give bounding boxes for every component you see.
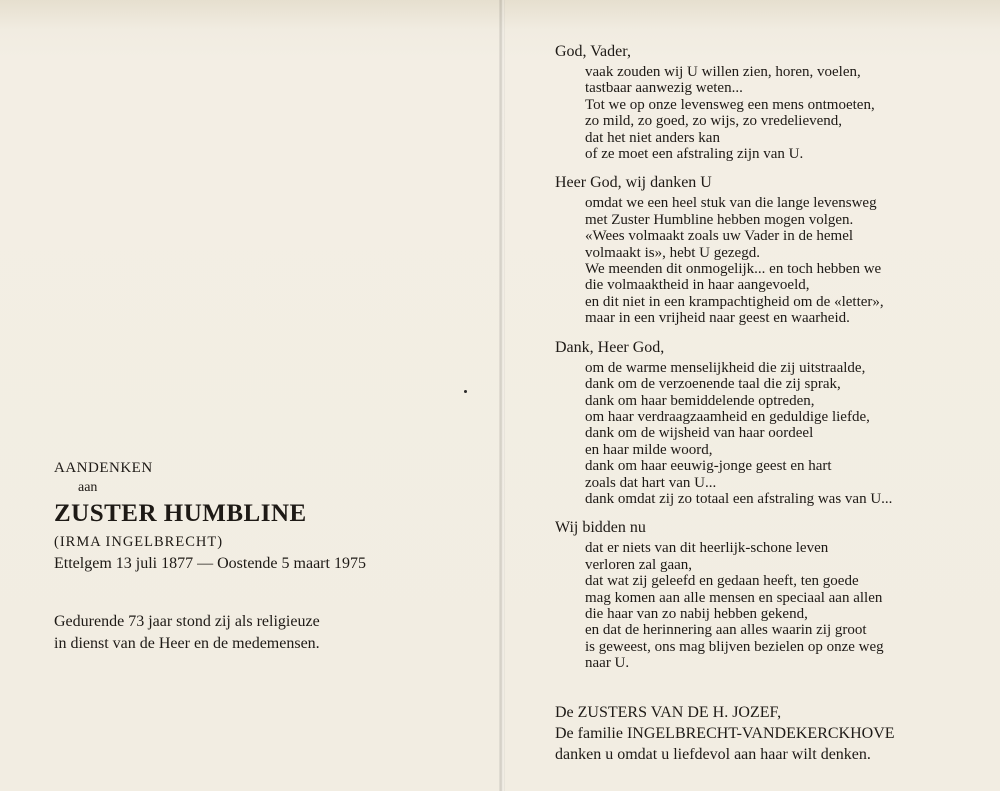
prayer-line: en haar milde woord,	[585, 441, 713, 458]
prayer-lines	[585, 540, 975, 671]
prayer-line: dat wat zij geleefd en gedaan heeft, ten goede	[585, 573, 859, 590]
prayer-line: om haar verdraagzaamheid en geduldige liefde,	[585, 408, 870, 425]
prayer-block-3	[555, 338, 975, 508]
center-fold	[499, 0, 505, 791]
left-panel	[54, 460, 474, 655]
prayer-line: «Wees volmaakt zoals uw Vader in de hemel	[585, 228, 854, 245]
prayer-block-2	[555, 173, 975, 326]
signature-line: De familie INGELBRECHT-VANDEKERCKHOVE	[555, 724, 895, 742]
signature-line: De ZUSTERS VAN DE H. JOZEF,	[555, 703, 782, 721]
memorial-heading: AANDENKEN	[54, 460, 153, 476]
right-panel	[555, 42, 975, 765]
prayer-lines	[585, 64, 975, 162]
prayer-line: vaak zouden wij U willen zien, horen, voelen,	[585, 64, 861, 80]
prayer-line: Tot we op onze levensweg een mens ontmoeten,	[585, 96, 875, 113]
prayer-line: die volmaaktheid in haar aangevoeld,	[585, 277, 810, 294]
prayer-line: dank om haar eeuwig-jonge geest en hart	[585, 458, 832, 475]
prayer-block-4	[555, 518, 975, 671]
prayer-line: zo mild, zo goed, zo wijs, zo vredelievend,	[585, 113, 843, 130]
prayer-line: verloren zal gaan,	[585, 556, 693, 573]
prayer-line: dank om de wijsheid van haar oordeel	[585, 425, 814, 442]
signature-block	[555, 702, 975, 765]
prayer-lines	[585, 360, 975, 508]
prayer-lines	[585, 195, 975, 326]
paragraph-line: in dienst van de Heer en de medemensen.	[54, 635, 320, 652]
birth-name: (IRMA INGELBRECHT)	[54, 534, 224, 550]
prayer-line: om de warme menselijkheid die zij uitstraalde,	[585, 359, 866, 376]
prayer-line: zoals dat hart van U...	[585, 474, 717, 491]
prayer-line: of ze moet een afstraling zijn van U.	[585, 146, 804, 163]
prayer-heading: Wij bidden nu	[555, 519, 646, 537]
prayer-heading: God, Vader,	[555, 43, 631, 60]
deceased-name: ZUSTER HUMBLINE	[54, 500, 307, 527]
service-paragraph	[54, 611, 474, 655]
paragraph-line: Gedurende 73 jaar stond zij als religieuze	[54, 613, 320, 630]
prayer-line: dank omdat zij zo totaal een afstraling was van U...	[585, 490, 893, 507]
prayer-line: maar in een vrijheid naar geest en waarheid.	[585, 310, 850, 327]
prayer-line: met Zuster Humbline hebben mogen volgen.	[585, 211, 854, 228]
prayer-line: omdat we een heel stuk van die lange levensweg	[585, 195, 877, 212]
memorial-aan: aan	[78, 480, 98, 495]
ink-speck	[464, 390, 467, 393]
prayer-line: die haar van zo nabij hebben gekend,	[585, 605, 808, 622]
prayer-line: en dat de herinnering aan alles waarin zij groot	[585, 622, 867, 639]
prayer-line: is geweest, ons mag blijven bezielen op onze weg	[585, 638, 884, 655]
prayer-line: en dit niet in een krampachtigheid om de «letter»,	[585, 293, 884, 310]
prayer-line: mag komen aan alle mensen en speciaal aan allen	[585, 589, 883, 606]
prayer-line: dank om haar bemiddelende optreden,	[585, 392, 815, 409]
prayer-line: naar U.	[585, 655, 630, 672]
prayer-line: dank om de verzoenende taal die zij sprak,	[585, 376, 841, 393]
life-dates: Ettelgem 13 juli 1877 — Oostende 5 maart 1975	[54, 555, 366, 572]
prayer-line: dat er niets van dit heerlijk-schone leven	[585, 540, 829, 557]
prayer-heading: Dank, Heer God,	[555, 338, 665, 356]
prayer-line: tastbaar aanwezig weten...	[585, 80, 743, 97]
prayer-block-1	[555, 42, 975, 162]
prayer-heading: Heer God, wij danken U	[555, 174, 712, 192]
signature-line: danken u omdat u liefdevol aan haar wilt denken.	[555, 745, 871, 763]
prayer-line: dat het niet anders kan	[585, 129, 720, 146]
prayer-line: We meenden dit onmogelijk... en toch hebben we	[585, 261, 882, 278]
prayer-line: volmaakt is», hebt U gezegd.	[585, 244, 760, 261]
